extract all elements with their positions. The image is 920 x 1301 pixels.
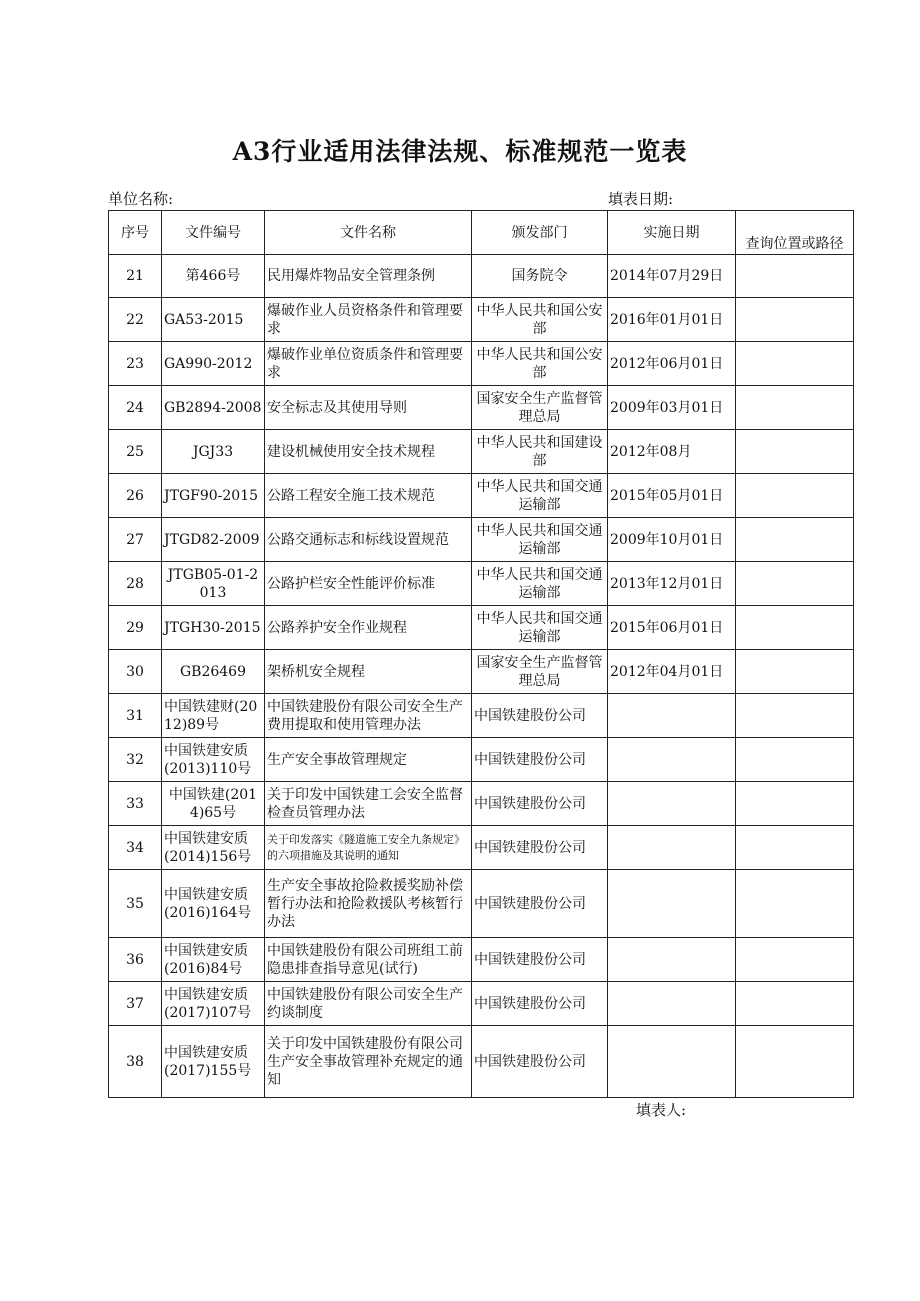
table-row <box>109 694 854 738</box>
header-dept: 颁发部门 <box>472 211 608 255</box>
cell-name: 公路工程安全施工技术规范 <box>265 474 472 518</box>
cell-no: 22 <box>109 298 162 342</box>
cell-code: GA53-2015 <box>162 298 265 342</box>
cell-dept: 中华人民共和国交通运输部 <box>472 474 608 518</box>
cell-date: 2009年10月01日 <box>608 518 736 562</box>
table-row <box>109 474 854 518</box>
header-name: 文件名称 <box>265 211 472 255</box>
header-path: 查询位置或路径 <box>736 211 854 255</box>
cell-path <box>736 826 854 870</box>
cell-no: 21 <box>109 255 162 298</box>
cell-name: 安全标志及其使用导则 <box>265 386 472 430</box>
table-row <box>109 870 854 938</box>
cell-dept: 中国铁建股份公司 <box>472 738 608 782</box>
cell-dept: 中国铁建股份公司 <box>472 826 608 870</box>
cell-code: 中国铁建(2014)65号 <box>162 782 265 826</box>
cell-code: 中国铁建财(2012)89号 <box>162 694 265 738</box>
table-row <box>109 562 854 606</box>
cell-dept: 中国铁建股份公司 <box>472 782 608 826</box>
cell-dept: 国家安全生产监督管理总局 <box>472 386 608 430</box>
cell-no: 38 <box>109 1026 162 1098</box>
cell-path <box>736 342 854 386</box>
cell-name: 中国铁建股份有限公司安全生产约谈制度 <box>265 982 472 1026</box>
cell-path <box>736 738 854 782</box>
cell-no: 26 <box>109 474 162 518</box>
cell-code: GB2894-2008 <box>162 386 265 430</box>
cell-path <box>736 938 854 982</box>
cell-name: 公路养护安全作业规程 <box>265 606 472 650</box>
cell-date <box>608 982 736 1026</box>
cell-name: 关于印发中国铁建股份有限公司生产安全事故管理补充规定的通知 <box>265 1026 472 1098</box>
table-row <box>109 386 854 430</box>
cell-code: GA990-2012 <box>162 342 265 386</box>
cell-code: 中国铁建安质(2016)164号 <box>162 870 265 938</box>
cell-name: 架桥机安全规程 <box>265 650 472 694</box>
filler-label: 填表人: <box>636 1101 687 1119</box>
cell-dept: 中华人民共和国交通运输部 <box>472 518 608 562</box>
cell-path <box>736 255 854 298</box>
header-date: 实施日期 <box>608 211 736 255</box>
cell-path <box>736 518 854 562</box>
cell-name: 关于印发中国铁建工会安全监督检查员管理办法 <box>265 782 472 826</box>
cell-no: 24 <box>109 386 162 430</box>
cell-date: 2015年05月01日 <box>608 474 736 518</box>
table-row <box>109 518 854 562</box>
cell-dept: 中华人民共和国建设部 <box>472 430 608 474</box>
cell-date <box>608 782 736 826</box>
cell-date <box>608 1026 736 1098</box>
unit-name-label: 单位名称: <box>108 190 174 208</box>
cell-dept: 中华人民共和国公安部 <box>472 298 608 342</box>
cell-path <box>736 430 854 474</box>
cell-name: 关于印发落实《隧道施工安全九条规定》的六项措施及其说明的通知 <box>265 826 472 870</box>
cell-no: 23 <box>109 342 162 386</box>
cell-code: JTGB05-01-2013 <box>162 562 265 606</box>
cell-path <box>736 298 854 342</box>
cell-dept: 国家安全生产监督管理总局 <box>472 650 608 694</box>
cell-dept: 中国铁建股份公司 <box>472 694 608 738</box>
page-title: A3行业适用法律法规、标准规范一览表 <box>232 137 688 166</box>
cell-dept: 中华人民共和国交通运输部 <box>472 562 608 606</box>
table-row <box>109 826 854 870</box>
cell-name: 生产安全事故管理规定 <box>265 738 472 782</box>
cell-path <box>736 870 854 938</box>
fill-date-label: 填表日期: <box>608 190 674 208</box>
header-no: 序号 <box>109 211 162 255</box>
cell-path <box>736 562 854 606</box>
cell-date: 2016年01月01日 <box>608 298 736 342</box>
cell-name: 公路护栏安全性能评价标准 <box>265 562 472 606</box>
cell-path <box>736 606 854 650</box>
cell-name: 中国铁建股份有限公司安全生产费用提取和使用管理办法 <box>265 694 472 738</box>
cell-dept: 中华人民共和国公安部 <box>472 342 608 386</box>
cell-no: 35 <box>109 870 162 938</box>
cell-name: 建设机械使用安全技术规程 <box>265 430 472 474</box>
cell-dept: 中国铁建股份公司 <box>472 870 608 938</box>
cell-date: 2009年03月01日 <box>608 386 736 430</box>
cell-date <box>608 738 736 782</box>
cell-no: 37 <box>109 982 162 1026</box>
cell-code: 中国铁建安质(2014)156号 <box>162 826 265 870</box>
cell-no: 32 <box>109 738 162 782</box>
cell-path <box>736 386 854 430</box>
cell-path <box>736 650 854 694</box>
table-row <box>109 342 854 386</box>
table-row <box>109 738 854 782</box>
cell-code: JTGD82-2009 <box>162 518 265 562</box>
table-row <box>109 782 854 826</box>
table-row <box>109 650 854 694</box>
cell-name: 爆破作业人员资格条件和管理要求 <box>265 298 472 342</box>
cell-date: 2012年08月 <box>608 430 736 474</box>
cell-name: 中国铁建股份有限公司班组工前隐患排查指导意见(试行) <box>265 938 472 982</box>
cell-no: 27 <box>109 518 162 562</box>
cell-path <box>736 982 854 1026</box>
cell-path <box>736 1026 854 1098</box>
cell-date: 2014年07月29日 <box>608 255 736 298</box>
cell-date: 2013年12月01日 <box>608 562 736 606</box>
table-row <box>109 982 854 1026</box>
cell-no: 30 <box>109 650 162 694</box>
cell-date: 2015年06月01日 <box>608 606 736 650</box>
cell-code: 中国铁建安质(2016)84号 <box>162 938 265 982</box>
cell-no: 25 <box>109 430 162 474</box>
cell-no: 28 <box>109 562 162 606</box>
cell-dept: 中国铁建股份公司 <box>472 1026 608 1098</box>
cell-code: JTGH30-2015 <box>162 606 265 650</box>
cell-date: 2012年04月01日 <box>608 650 736 694</box>
cell-code: JGJ33 <box>162 430 265 474</box>
table-row <box>109 606 854 650</box>
regulations-table <box>108 210 854 1098</box>
cell-dept: 中国铁建股份公司 <box>472 982 608 1026</box>
cell-no: 36 <box>109 938 162 982</box>
table-row <box>109 430 854 474</box>
cell-date <box>608 938 736 982</box>
cell-no: 29 <box>109 606 162 650</box>
table-row <box>109 1026 854 1098</box>
table-row <box>109 938 854 982</box>
cell-dept: 中国铁建股份公司 <box>472 938 608 982</box>
cell-code: 中国铁建安质(2013)110号 <box>162 738 265 782</box>
cell-no: 34 <box>109 826 162 870</box>
cell-date: 2012年06月01日 <box>608 342 736 386</box>
cell-path <box>736 694 854 738</box>
cell-code: GB26469 <box>162 650 265 694</box>
cell-code: 中国铁建安质(2017)155号 <box>162 1026 265 1098</box>
cell-no: 33 <box>109 782 162 826</box>
cell-date <box>608 694 736 738</box>
cell-no: 31 <box>109 694 162 738</box>
cell-name: 民用爆炸物品安全管理条例 <box>265 255 472 298</box>
cell-code: 第466号 <box>162 255 265 298</box>
cell-dept: 中华人民共和国交通运输部 <box>472 606 608 650</box>
cell-name: 爆破作业单位资质条件和管理要求 <box>265 342 472 386</box>
cell-code: 中国铁建安质(2017)107号 <box>162 982 265 1026</box>
cell-name: 公路交通标志和标线设置规范 <box>265 518 472 562</box>
cell-path <box>736 782 854 826</box>
cell-name: 生产安全事故抢险救援奖励补偿暂行办法和抢险救援队考核暂行办法 <box>265 870 472 938</box>
cell-date <box>608 826 736 870</box>
cell-date <box>608 870 736 938</box>
cell-path <box>736 474 854 518</box>
cell-code: JTGF90-2015 <box>162 474 265 518</box>
header-code: 文件编号 <box>162 211 265 255</box>
table-row <box>109 298 854 342</box>
table-row <box>109 255 854 298</box>
table-header-row <box>109 211 854 255</box>
cell-dept: 国务院令 <box>472 255 608 298</box>
